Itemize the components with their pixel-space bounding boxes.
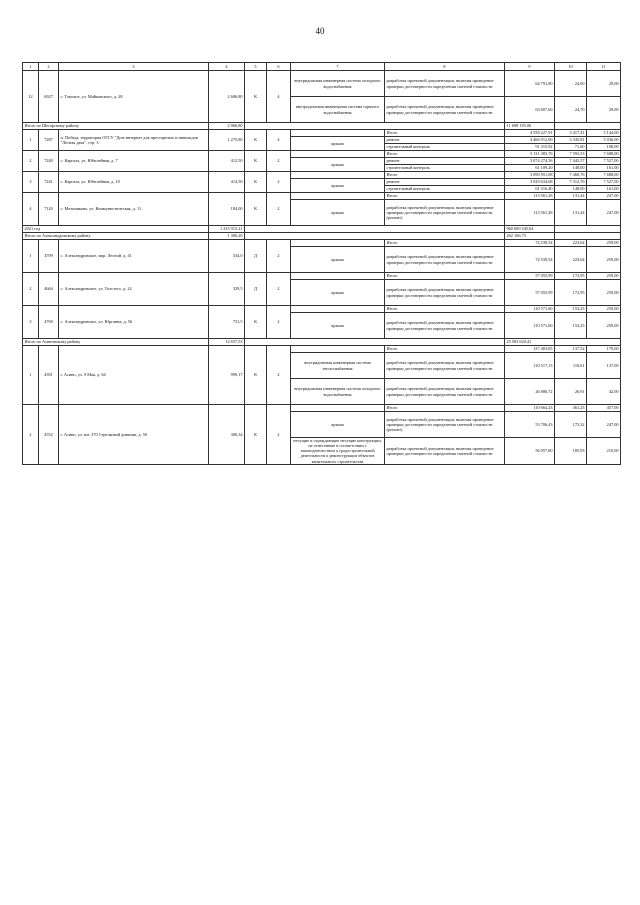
object-row bbox=[23, 130, 621, 137]
unit-cost: 24,00 bbox=[555, 71, 587, 97]
object-area: 329,5 bbox=[209, 273, 245, 306]
subtotal-label: Итого по Александровскому району bbox=[23, 233, 209, 240]
work-cost: 57 055,99 bbox=[505, 280, 555, 306]
work-type bbox=[291, 306, 385, 313]
object-code: 4769 bbox=[39, 306, 59, 339]
empty-cell bbox=[555, 233, 621, 240]
row-number: 1 bbox=[23, 130, 39, 151]
empty-cell bbox=[555, 123, 621, 130]
empty-cell bbox=[245, 233, 505, 240]
object-code: 7240 bbox=[39, 151, 59, 172]
empty-cell bbox=[245, 339, 505, 346]
max-unit-cost: 161,00 bbox=[587, 165, 621, 172]
empty-cell bbox=[555, 339, 621, 346]
row-number: 12 bbox=[23, 71, 39, 123]
row-number: 2 bbox=[23, 151, 39, 172]
object-address: г. Асино, ул. 9 Мая, д. 64 bbox=[59, 346, 209, 405]
work-description: разработка проектной документации, включая проведение проверки достоверности определения сметной стоимости (ремонт) bbox=[385, 200, 505, 226]
row-number: 2 bbox=[23, 273, 39, 306]
object-area: 306,34 bbox=[209, 405, 245, 465]
subtotal-area: 1 306,20 bbox=[209, 233, 245, 240]
max-unit-cost: 259,00 bbox=[587, 313, 621, 339]
unit-cost: 137,52 bbox=[555, 346, 587, 353]
work-type: крыша bbox=[291, 412, 385, 438]
work-type: крыша bbox=[291, 137, 385, 151]
work-type bbox=[291, 130, 385, 137]
object-class: К bbox=[245, 306, 267, 339]
object-class: К bbox=[245, 193, 267, 226]
object-floors: 4 bbox=[267, 71, 291, 123]
column-number-header: 1 bbox=[23, 63, 39, 71]
object-row bbox=[23, 151, 621, 158]
max-unit-cost: 210,00 bbox=[587, 438, 621, 465]
work-description: разработка проектной документации, включая проведение проверки достоверности определения сметной стоимости bbox=[385, 438, 505, 465]
object-row bbox=[23, 240, 621, 247]
max-unit-cost: 5 144,00 bbox=[587, 130, 621, 137]
object-code: 4709 bbox=[39, 240, 59, 273]
object-floors: 2 bbox=[267, 151, 291, 172]
unit-cost: 361,25 bbox=[555, 405, 587, 412]
max-unit-cost: 259,00 bbox=[587, 306, 621, 313]
object-class: Д bbox=[245, 240, 267, 273]
work-description: Итого bbox=[385, 306, 505, 313]
max-unit-cost: 42,00 bbox=[587, 379, 621, 405]
max-unit-cost: 7 688,00 bbox=[587, 172, 621, 179]
object-row bbox=[23, 273, 621, 280]
unit-cost: 7 460,76 bbox=[555, 172, 587, 179]
work-description: ремонт bbox=[385, 137, 505, 144]
work-description: разработка проектной документации, включая проведение проверки достоверности определения сметной стоимости (ремонт) bbox=[385, 412, 505, 438]
subtotal-label: 2021 год bbox=[23, 226, 209, 233]
object-address: с. Александровское, ул. Толстого, д. 22 bbox=[59, 273, 209, 306]
work-type bbox=[291, 151, 385, 158]
work-cost: 110 664,23 bbox=[505, 405, 555, 412]
column-number-header: 8 bbox=[385, 63, 505, 71]
unit-cost: 7 312,76 bbox=[555, 179, 587, 186]
object-area: 731,5 bbox=[209, 306, 245, 339]
work-description: Итого bbox=[385, 240, 505, 247]
unit-cost: 7 445,57 bbox=[555, 158, 587, 165]
work-type: внутридомовая инженерная система теплоснабжения bbox=[291, 353, 385, 379]
subtotal-label: Итого по Асиновскому району bbox=[23, 339, 209, 346]
max-unit-cost: 247,00 bbox=[587, 200, 621, 226]
row-number: 4 bbox=[23, 193, 39, 226]
unit-cost: 185,93 bbox=[555, 438, 587, 465]
max-unit-cost: 259,00 bbox=[587, 280, 621, 306]
object-code: 4391 bbox=[39, 346, 59, 405]
work-cost: 74 539,54 bbox=[505, 240, 555, 247]
work-cost: 110 571,60 bbox=[505, 313, 555, 339]
object-class: К bbox=[245, 172, 267, 193]
work-cost: 3 090 951,08 bbox=[505, 172, 555, 179]
object-class: К bbox=[245, 71, 267, 123]
object-code: 7120 bbox=[39, 193, 59, 226]
work-description: разработка проектной документации, включая проведение проверки достоверности определения сметной стоимости bbox=[385, 313, 505, 339]
object-class: К bbox=[245, 405, 267, 465]
work-description: разработка проектной документации, включая проведение проверки достоверности определения сметной стоимости bbox=[385, 247, 505, 273]
work-description: Итого bbox=[385, 172, 505, 179]
object-floors: 2 bbox=[267, 346, 291, 405]
unit-cost: 148,00 bbox=[555, 165, 587, 172]
object-code: 4664 bbox=[39, 273, 59, 306]
row-number: 3 bbox=[23, 172, 39, 193]
work-type bbox=[291, 240, 385, 247]
work-cost: 4 558 227,91 bbox=[505, 130, 555, 137]
object-code: 7241 bbox=[39, 172, 59, 193]
empty-cell bbox=[245, 123, 505, 130]
max-unit-cost: 247,00 bbox=[587, 412, 621, 438]
subtotal-cost: 11 698 159,06 bbox=[505, 123, 555, 130]
work-description: Итого bbox=[385, 346, 505, 353]
register-table bbox=[22, 62, 621, 465]
object-area: 1 275,80 bbox=[209, 130, 245, 151]
work-cost: 26 886,72 bbox=[505, 379, 555, 405]
work-description: Итого bbox=[385, 151, 505, 158]
work-cost: 3 131 383,76 bbox=[505, 151, 555, 158]
max-unit-cost: 247,00 bbox=[587, 193, 621, 200]
column-number-header: 4 bbox=[209, 63, 245, 71]
object-floors: 4 bbox=[267, 130, 291, 151]
subtotal-row bbox=[23, 123, 621, 130]
work-description: разработка проектной документации, включая проведение проверки достоверности определения сметной стоимости bbox=[385, 379, 505, 405]
work-description: строительный контроль bbox=[385, 165, 505, 172]
object-area: 2 686,80 bbox=[209, 71, 245, 123]
column-number-header: 5 bbox=[245, 63, 267, 71]
subtotal-area: 2 966,80 bbox=[209, 123, 245, 130]
object-row bbox=[23, 346, 621, 353]
max-unit-cost: 7 527,00 bbox=[587, 158, 621, 165]
max-unit-cost: 179,00 bbox=[587, 346, 621, 353]
column-number-header: 7 bbox=[291, 63, 385, 71]
work-cost: 110 517,13 bbox=[505, 353, 555, 379]
column-number-header: 3 bbox=[59, 63, 209, 71]
max-unit-cost: 108,00 bbox=[587, 144, 621, 151]
unit-cost: 223,64 bbox=[555, 240, 587, 247]
row-number: 1 bbox=[23, 346, 39, 405]
work-type: внутридомовая инженерная система горячего водоснабжения bbox=[291, 97, 385, 123]
work-cost: 53 706,43 bbox=[505, 412, 555, 438]
work-cost: 3 029 634,68 bbox=[505, 179, 555, 186]
unit-cost: 71,60 bbox=[555, 144, 587, 151]
max-unit-cost: 161,00 bbox=[587, 186, 621, 193]
max-unit-cost: 259,00 bbox=[587, 273, 621, 280]
unit-cost: 223,64 bbox=[555, 247, 587, 273]
subtotal-row bbox=[23, 226, 621, 233]
object-area: 414,50 bbox=[209, 172, 245, 193]
object-address: с. Александровское, мкр. Лесной, д. 41 bbox=[59, 240, 209, 273]
work-type: крыша bbox=[291, 313, 385, 339]
unit-cost: 3 417,41 bbox=[555, 130, 587, 137]
object-floors: 2 bbox=[267, 193, 291, 226]
object-area: 184,00 bbox=[209, 193, 245, 226]
row-number: 2 bbox=[23, 405, 39, 465]
column-number-header: 11 bbox=[587, 63, 621, 71]
max-unit-cost: 7 688,00 bbox=[587, 151, 621, 158]
work-type: крыша bbox=[291, 280, 385, 306]
work-cost: 61 109,20 bbox=[505, 165, 555, 172]
subtotal-label: Итого по Шегарскому району bbox=[23, 123, 209, 130]
object-class: К bbox=[245, 151, 267, 172]
unit-cost: 153,25 bbox=[555, 306, 587, 313]
object-floors: 2 bbox=[267, 306, 291, 339]
object-class: К bbox=[245, 346, 267, 405]
object-address: с. Томское, ул. Майковского, д. 28 bbox=[59, 71, 209, 123]
object-row bbox=[23, 193, 621, 200]
work-cost: 64 791,80 bbox=[505, 71, 555, 97]
object-address: г. Асино, ул. им. 370 Стрелковой дивизии, д. 50 bbox=[59, 405, 209, 465]
object-row bbox=[23, 405, 621, 412]
object-code: 7287 bbox=[39, 130, 59, 151]
work-description: строительный контроль bbox=[385, 186, 505, 193]
work-type: крыша bbox=[291, 200, 385, 226]
object-class: К bbox=[245, 130, 267, 151]
column-number-header: 9 bbox=[505, 63, 555, 71]
work-cost: 113 561,28 bbox=[505, 193, 555, 200]
work-cost: 137 403,85 bbox=[505, 346, 555, 353]
empty-cell bbox=[245, 226, 505, 233]
object-code: 6927 bbox=[39, 71, 59, 123]
page-number: 40 bbox=[315, 26, 325, 36]
work-type bbox=[291, 273, 385, 280]
column-number-header: 10 bbox=[555, 63, 587, 71]
work-description: разработка проектной документации, включая проведение проверки достоверности определения сметной стоимости bbox=[385, 280, 505, 306]
work-description: ремонт bbox=[385, 158, 505, 165]
object-address: с. Мельниково, ул. Коммунистическая, д. 11 bbox=[59, 193, 209, 226]
unit-cost: 110,61 bbox=[555, 353, 587, 379]
max-unit-cost: 259,00 bbox=[587, 247, 621, 273]
work-description: Итого bbox=[385, 273, 505, 280]
work-cost: 57 055,99 bbox=[505, 273, 555, 280]
unit-cost: 131,44 bbox=[555, 193, 587, 200]
work-type: крыша bbox=[291, 158, 385, 172]
work-type bbox=[291, 346, 385, 353]
unit-cost: 175,32 bbox=[555, 412, 587, 438]
empty-cell bbox=[555, 226, 621, 233]
object-area: 334,0 bbox=[209, 240, 245, 273]
subtotal-cost: 25 583 620,41 bbox=[505, 339, 555, 346]
work-type bbox=[291, 405, 385, 412]
max-unit-cost: 29,00 bbox=[587, 97, 621, 123]
subtotal-row bbox=[23, 339, 621, 346]
unit-cost: 153,25 bbox=[555, 313, 587, 339]
work-description: разработка проектной документации, включая проведение проверки достоверности определения сметной стоимости bbox=[385, 71, 505, 97]
unit-cost: 7 593,53 bbox=[555, 151, 587, 158]
object-class: Д bbox=[245, 273, 267, 306]
work-type: крыша bbox=[291, 179, 385, 193]
work-cost: 113 561,28 bbox=[505, 200, 555, 226]
work-cost: 3 074 274,56 bbox=[505, 158, 555, 165]
object-address: с. Каргала, ул. Юбилейная, д. 7 bbox=[59, 151, 209, 172]
work-type: внутридомовая инженерная система холодного водоснабжения bbox=[291, 379, 385, 405]
work-type: крыша bbox=[291, 247, 385, 273]
work-description: Итого bbox=[385, 130, 505, 137]
unit-cost: 172,95 bbox=[555, 273, 587, 280]
max-unit-cost: 137,00 bbox=[587, 353, 621, 379]
column-number-header: 2 bbox=[39, 63, 59, 71]
work-description: ремонт bbox=[385, 179, 505, 186]
object-floors: 2 bbox=[267, 405, 291, 465]
work-cost: 56 957,80 bbox=[505, 438, 555, 465]
object-floors: 2 bbox=[267, 273, 291, 306]
object-floors: 2 bbox=[267, 172, 291, 193]
work-cost: 91 315,92 bbox=[505, 144, 555, 151]
work-cost: 63 607,60 bbox=[505, 97, 555, 123]
max-unit-cost: 259,00 bbox=[587, 240, 621, 247]
work-description: строительный контроль bbox=[385, 144, 505, 151]
work-cost: 61 316,40 bbox=[505, 186, 555, 193]
work-type: несущие и ограждающие несущие конструкции, не отнесенные в соответствии с законодательством о градостроительной деятельности к реконструкции объектов капитального строительства bbox=[291, 438, 385, 465]
object-code: 4552 bbox=[39, 405, 59, 465]
column-number-header: 6 bbox=[267, 63, 291, 71]
row-number: 3 bbox=[23, 306, 39, 339]
table-body bbox=[23, 63, 621, 465]
unit-cost: 148,00 bbox=[555, 186, 587, 193]
object-floors: 2 bbox=[267, 240, 291, 273]
work-type: внутридомовая инженерная система холодного водоснабжения bbox=[291, 71, 385, 97]
work-description: Итого bbox=[385, 193, 505, 200]
work-description: разработка проектной документации, включая проведение проверки достоверности определения сметной стоимости bbox=[385, 97, 505, 123]
row-number: 1 bbox=[23, 240, 39, 273]
subtotal-cost: 262 166,75 bbox=[505, 233, 555, 240]
subtotal-row bbox=[23, 233, 621, 240]
object-area: 412,50 bbox=[209, 151, 245, 172]
max-unit-cost: 7 527,00 bbox=[587, 179, 621, 186]
subtotal-area: 12 657,53 bbox=[209, 339, 245, 346]
work-type bbox=[291, 193, 385, 200]
column-number-row bbox=[23, 63, 621, 71]
object-address: с. Александровское, ул. Юрганна, д. 56 bbox=[59, 306, 209, 339]
max-unit-cost: 457,00 bbox=[587, 405, 621, 412]
object-row bbox=[23, 172, 621, 179]
object-area: 999,17 bbox=[209, 346, 245, 405]
work-description: Итого bbox=[385, 405, 505, 412]
unit-cost: 26,91 bbox=[555, 379, 587, 405]
work-cost: 4 466 912,00 bbox=[505, 137, 555, 144]
work-description: разработка проектной документации, включая проведение проверки достоверности определения сметной стоимости bbox=[385, 353, 505, 379]
subtotal-area: 1 235 915,21 bbox=[209, 226, 245, 233]
unit-cost: 172,95 bbox=[555, 280, 587, 306]
work-cost: 74 539,54 bbox=[505, 247, 555, 273]
work-type bbox=[291, 172, 385, 179]
object-row bbox=[23, 306, 621, 313]
object-address: с. Каргала, ул. Юбилейная, д. 10 bbox=[59, 172, 209, 193]
unit-cost: 3 345,81 bbox=[555, 137, 587, 144]
subtotal-cost: 960 600 345,64 bbox=[505, 226, 555, 233]
max-unit-cost: 29,00 bbox=[587, 71, 621, 97]
work-cost: 110 571,60 bbox=[505, 306, 555, 313]
unit-cost: 24,70 bbox=[555, 97, 587, 123]
unit-cost: 131,44 bbox=[555, 200, 587, 226]
object-address: п. Победа, территория ОГСУ "Дом-интернат для престарелых и инвалидов "Лесная дача", стр. 3 bbox=[59, 130, 209, 151]
max-unit-cost: 5 036,00 bbox=[587, 137, 621, 144]
object-row bbox=[23, 71, 621, 97]
